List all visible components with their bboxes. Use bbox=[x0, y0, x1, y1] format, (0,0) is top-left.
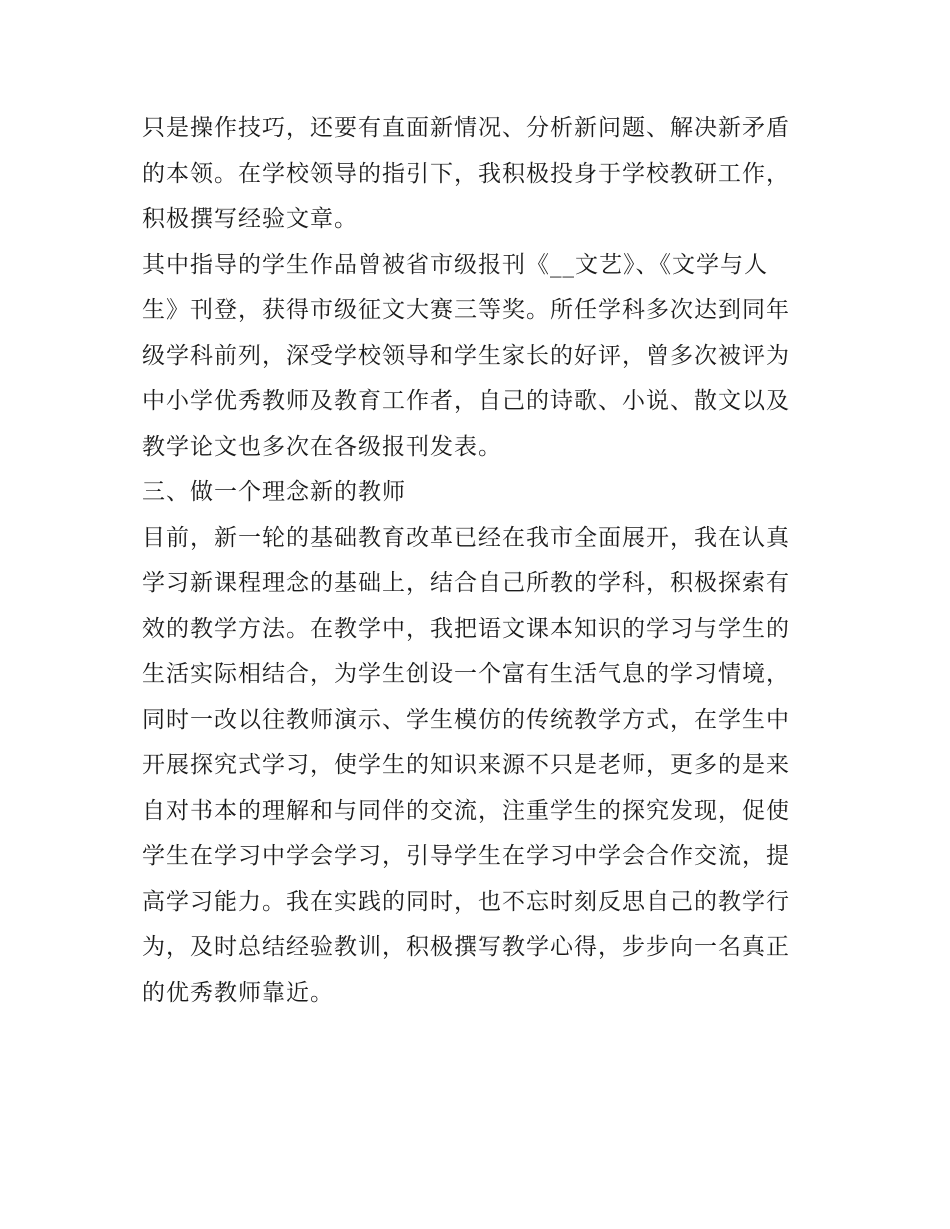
text-line: 级学科前列，深受学校领导和学生家长的好评，曾多次被评为 bbox=[142, 342, 790, 369]
text-line: 的优秀教师靠近。 bbox=[142, 979, 334, 1006]
text-line: 教学论文也多次在各级报刊发表。 bbox=[142, 433, 502, 460]
text-line: 中小学优秀教师及教育工作者，自己的诗歌、小说、散文以及 bbox=[142, 388, 790, 414]
text-line: 只是操作技巧，还要有直面新情况、分析新问题、解决新矛盾 bbox=[142, 115, 790, 141]
text-line: 目前，新一轮的基础教育改革已经在我市全面展开，我在认真 bbox=[142, 524, 790, 551]
text-line: 的本领。在学校领导的指引下，我积极投身于学校教研工作， bbox=[142, 160, 790, 187]
text-line: 同时一改以往教师演示、学生模仿的传统教学方式，在学生中 bbox=[142, 706, 790, 733]
document-body bbox=[142, 106, 814, 1016]
text-line: 开展探究式学习，使学生的知识来源不只是老师，更多的是来 bbox=[142, 752, 790, 778]
text-line: 学生在学习中学会学习，引导学生在学习中学会合作交流，提 bbox=[142, 843, 790, 869]
text-line: 生活实际相结合，为学生创设一个富有生活气息的学习情境， bbox=[142, 661, 790, 687]
text-line: 其中指导的学生作品曾被省市级报刊《__文艺》、《文学与人 bbox=[142, 251, 768, 278]
text-line: 学习新课程理念的基础上，结合自己所教的学科，积极探索有 bbox=[142, 570, 790, 596]
text-line: 高学习能力。我在实践的同时，也不忘时刻反思自己的教学行 bbox=[142, 888, 790, 915]
text-line: 自对书本的理解和与同伴的交流，注重学生的探究发现，促使 bbox=[142, 797, 790, 824]
text-line: 效的教学方法。在教学中，我把语文课本知识的学习与学生的 bbox=[142, 615, 790, 642]
text-line: 为，及时总结经验教训，积极撰写教学心得，步步向一名真正 bbox=[142, 934, 790, 960]
text-line: 生》刊登，获得市级征文大赛三等奖。所任学科多次达到同年 bbox=[142, 297, 790, 323]
section-heading: 三、做一个理念新的教师 bbox=[142, 479, 406, 505]
text-line: 积极撰写经验文章。 bbox=[142, 206, 358, 232]
